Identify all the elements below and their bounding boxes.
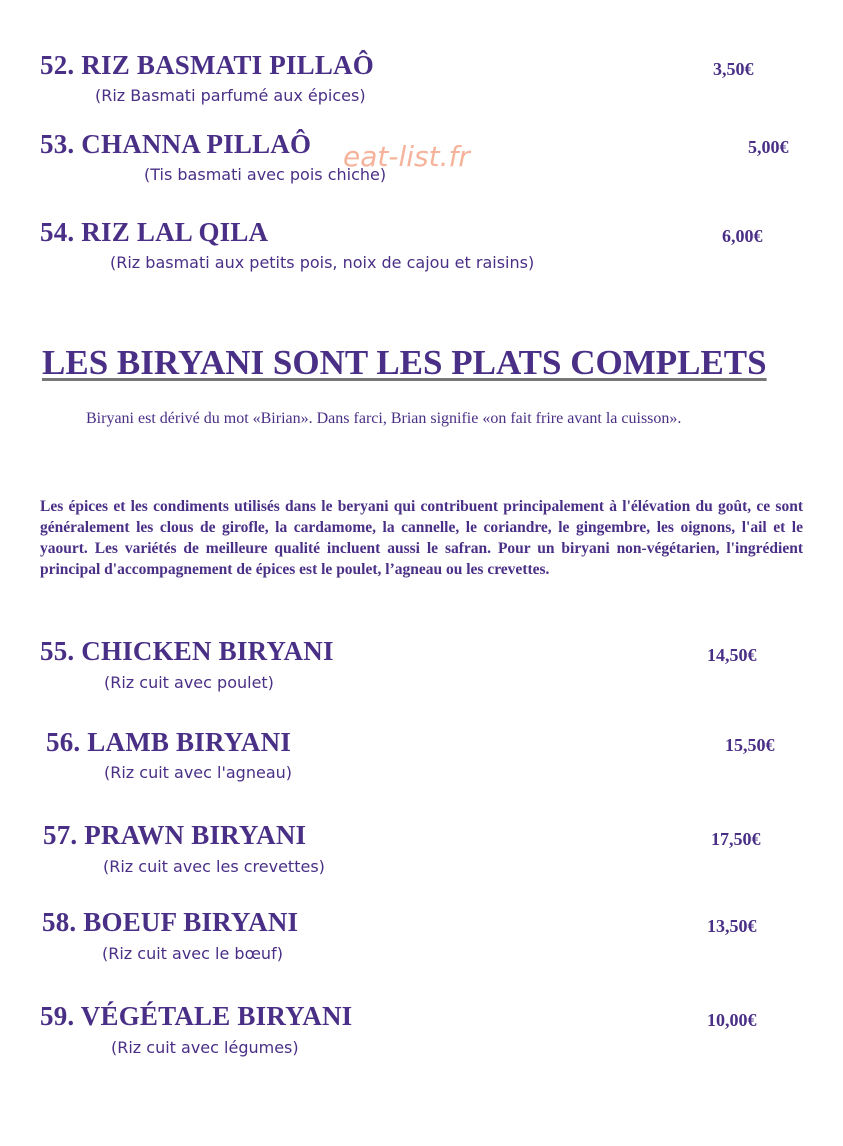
item-title: 54. RIZ LAL QILA [40,217,269,247]
item-price: 15,50€ [725,735,775,755]
item-title: 52. RIZ BASMATI PILLAÔ [40,50,374,80]
item-title: 53. CHANNA PILLAÔ [40,129,312,159]
item-price: 13,50€ [707,916,757,936]
item-title: 57. PRAWN BIRYANI [43,820,307,850]
item-title: 56. LAMB BIRYANI [46,727,292,757]
item-title: 59. VÉGÉTALE BIRYANI [40,1001,353,1031]
item-description: (Riz Basmati parfumé aux épices) [95,86,366,105]
watermark: eat-list.fr [343,140,470,173]
item-description: (Riz cuit avec le bœuf) [102,944,283,963]
item-title: 55. CHICKEN BIRYANI [40,636,334,666]
item-price: 10,00€ [707,1010,757,1030]
item-description: (Riz basmati aux petits pois, noix de cajou et raisins) [110,253,535,272]
section-intro: Biryani est dérivé du mot «Birian». Dans farci, Brian signifie «on fait frire avant la cuisson». [86,410,682,427]
section-title: LES BIRYANI SONT LES PLATS COMPLETS [42,343,767,382]
item-title: 58. BOEUF BIRYANI [42,907,299,937]
item-price: 5,00€ [748,137,789,157]
item-price: 6,00€ [722,226,763,246]
item-price: 14,50€ [707,645,757,665]
item-description: (Riz cuit avec l'agneau) [104,763,293,782]
item-description: (Riz cuit avec les crevettes) [103,857,325,876]
item-price: 17,50€ [711,829,761,849]
item-price: 3,50€ [713,59,754,79]
item-description: (Tis basmati avec pois chiche) [144,165,387,184]
item-description: (Riz cuit avec légumes) [111,1038,299,1057]
item-description: (Riz cuit avec poulet) [104,673,274,692]
section-paragraph: Les épices et les condiments utilisés dans le beryani qui contribuent principalement à l'élévation du goût, ce sont généralement les clous de girofle, la cardamome, la cannelle, le coriandre, le gingembre, les oignons, l'ail et le yaourt. Les variétés de meilleure qualité incluent aussi le safran. Pour un biryani non-végétarien, l'ingrédient principal d'accompagnement de épices est le poulet, l’agneau ou les crevettes. [40,498,803,578]
